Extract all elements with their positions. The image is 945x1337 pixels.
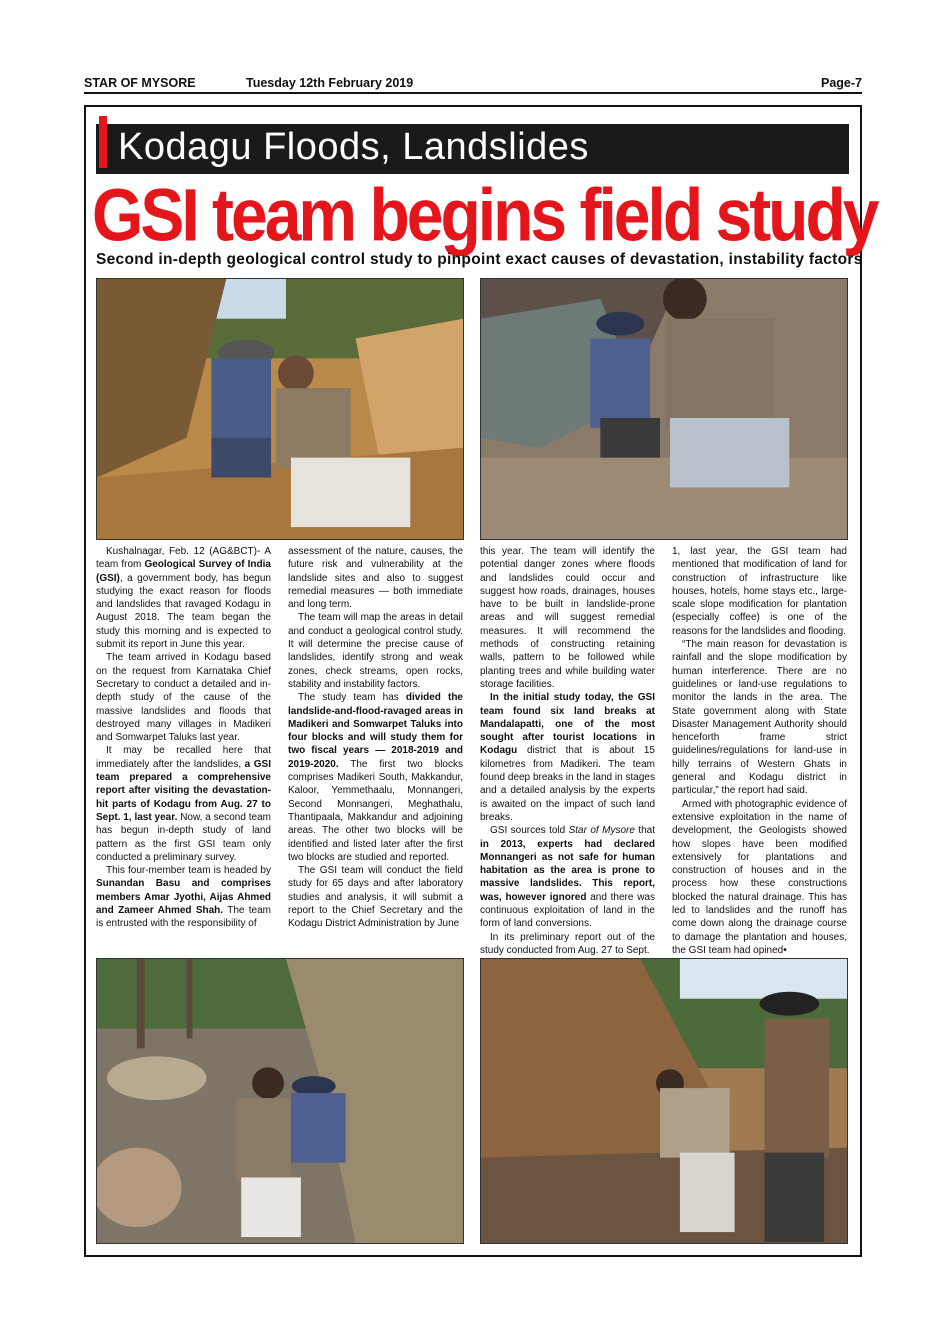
photo-team-near-stream bbox=[480, 278, 848, 540]
photo-inspecting-slope bbox=[480, 958, 848, 1244]
paragraph: GSI sources told Star of Mysore that in 2013, experts had declared Monnangeri as not safe for human habitation as the area is prone to massive landslides. This report, was, however ignored and there was continuous exploitation of land in the form of land conversions. bbox=[480, 825, 655, 930]
paragraph: It may be recalled here that immediately after the landslides, a GSI team prepared a comprehensive report after visiting the devastation-hit parts of Kodagu from Aug. 27 to Sept. 1, last year. Now, a second team has begun in-depth study of land pattern as the first GSI team only conducted a preliminary survey. bbox=[96, 745, 271, 863]
photo-geologists-examining-rock bbox=[96, 278, 464, 540]
paragraph: Kushalnagar, Feb. 12 (AG&BCT)- A team from Geological Survey of India (GSI), a government body, has begun studying the exact reason for floods and landslides that ravaged Kodagu in August 2018. The team began the study this morning and is expected to submit its report in June this year. bbox=[96, 546, 271, 651]
paragraph: Armed with photographic evidence of extensive exploitation in the name of development, the Geologists showed how slopes have been modified extensively for plantations and construction of houses and in the process how these constructions blocked the natural drainage. This has led to landslides and the runoff has come down along the drainage course to damage the plantation and houses, the GSI team had opined• bbox=[672, 798, 847, 956]
publication-name: STAR OF MYSORE bbox=[84, 76, 196, 90]
paragraph: In the initial study today, the GSI team found six land breaks at Mandalapatti, one of the most sought after tourist locations in Kodagu district that is about 15 kilometres from Madikeri. The team found deep breaks in the land in stages and a detailed analysis by the experts is awaited on the impact of such land breaks. bbox=[480, 692, 655, 823]
photo-geologist-hammering-rock bbox=[96, 958, 464, 1244]
end-mark: • bbox=[783, 944, 787, 956]
masthead bbox=[84, 74, 862, 92]
paragraph: assessment of the nature, causes, the future risk and vulnerability at the landslide sites and also to suggest remedial measures — both immediate and long term. bbox=[288, 546, 463, 611]
issue-date: Tuesday 12th February 2019 bbox=[246, 76, 414, 90]
masthead-rule bbox=[84, 92, 862, 94]
headline: GSI team begins field study bbox=[92, 173, 877, 256]
column-4 bbox=[672, 545, 847, 957]
paragraph: The GSI team will conduct the field study for 65 days and after laboratory studies and analysis, it will submit a report to the Chief Secretary and the Kodagu District Administration by June bbox=[288, 865, 463, 930]
column-3 bbox=[480, 545, 655, 957]
page-number: Page-7 bbox=[821, 76, 862, 90]
paragraph: this year. The team will identify the potential danger zones where floods and landslides could occur and suggest how roads, drainages, houses have to be built in landslide-prone areas and will suggest remedial measures. It will recommend the methods of constructing retaining walls, pattern to be followed while planting trees and while building water storage facilities. bbox=[480, 546, 655, 690]
paragraph: This four-member team is headed by Sunandan Basu and comprises members Amar Jyothi, Aijas Ahmed and Zameer Ahmed Shah. The team is entrusted with the responsibility of bbox=[96, 865, 272, 930]
paragraph: 1, last year, the GSI team had mentioned that modification of land for construction of infrastructure like houses, hotels, home stays etc., large-scale slope modification for plantation (especially coffee) is one of the reasons for the landslides and flooding. bbox=[672, 546, 847, 637]
kicker-accent bbox=[99, 116, 107, 168]
article-body bbox=[96, 545, 850, 955]
paragraph: “The main reason for devastation is rainfall and the slope modification by human interference. There are no guidelines or land-use regulations to monitor the lands in the area. The State government along with State Disaster Management Authority should henceforth frame strict guidelines/regulations for land-use in hilly terrains of Western Ghats in general and Kodagu district in particular,” the report had said. bbox=[672, 639, 847, 797]
paragraph: The team will map the areas in detail and conduct a geological control study. It will determine the precise cause of landslides, identify strong and weak zones, check streams, open rocks, stability and instability factors. bbox=[288, 612, 463, 690]
subheadline: Second in-depth geological control study to pinpoint exact causes of devastation, instability factors bbox=[96, 251, 863, 268]
paragraph: In its preliminary report out of the study conducted from Aug. 27 to Sept. bbox=[480, 931, 655, 956]
column-2 bbox=[288, 545, 463, 931]
paragraph: The team arrived in Kodagu based on the request from Karnataka Chief Secretary to conduct a detailed and in-depth study of the cause of the massive landslides and floods that destroyed many villages in Madikeri and Somwarpet Taluks last year. bbox=[96, 652, 271, 744]
kicker-text: Kodagu Floods, Landslides bbox=[118, 126, 589, 168]
column-1 bbox=[96, 545, 271, 931]
paragraph: The study team has divided the landslide-and-flood-ravaged areas in Madikeri and Somwarpet Taluks into four blocks and will study them for two fiscal years — 2018-2019 and 2019-2020. The first two blocks comprises Madikeri South, Makkandur, Kaloor, Yemmethaalu, Monnangeri, Second Monnangeri, Meghathalu, Thantipaala, Makkandur and adjoining areas. The other two blocks will be identified and listed later after the first two blocks are studied and reported. bbox=[288, 692, 463, 863]
